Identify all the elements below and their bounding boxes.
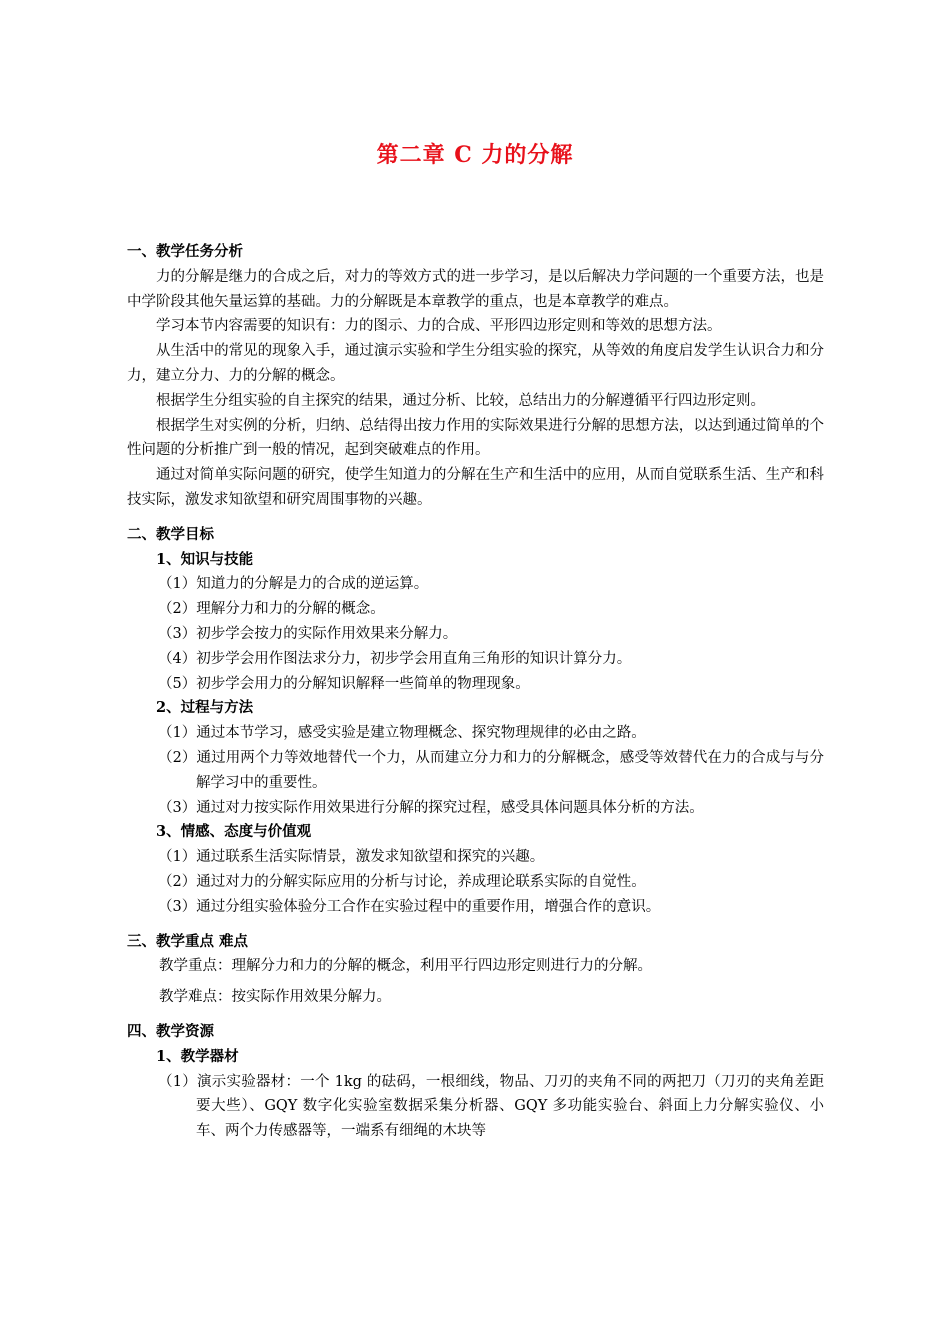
paragraph: 力的分解是继力的合成之后，对力的等效方式的进一步学习，是以后解决力学问题的一个重要方法，也是中学阶段其他矢量运算的基础。力的分解既是本章教学的重点，也是本章教学的难点。 <box>127 268 824 310</box>
list-item: （1）通过联系生活实际情景，激发求知欲望和探究的兴趣。 <box>158 849 545 866</box>
section-heading-resources: 四、教学资源 <box>127 1022 214 1040</box>
list-item: （5）初步学会用力的分解知识解释一些简单的物理现象。 <box>158 675 530 692</box>
paragraph: 根据学生对实例的分析，归纳、总结得出按力作用的实际效果进行分解的思想方法，以达到通过简单的个性问题的分析推广到一般的情况，起到突破难点的作用。 <box>127 417 824 459</box>
document-body <box>127 240 824 1144</box>
paragraph: 学习本节内容需要的知识有：力的图示、力的合成、平形四边形定则和等效的思想方法。 <box>156 318 722 335</box>
list-item: （1）演示实验器材：一个 1kg 的砝码，一根细线，物品、刀刃的夹角不同的两把刀（刀刃的夹角差距要大些）、GQY 数字化实验室数据采集分析器、GQY 多功能实验台、斜面上力分解实验仪、小车、两个力传感器等，一端系有细绳的木块等 <box>158 1073 824 1140</box>
difficulty-text: 教学难点：按实际作用效果分解力。 <box>159 989 391 1006</box>
paragraph: 从生活中的常见的现象入手，通过演示实验和学生分组实验的探究，从等效的角度启发学生认识合力和分力，建立分力、力的分解的概念。 <box>127 343 824 384</box>
subsection-heading: 1、知识与技能 <box>156 550 254 568</box>
page-title: 第二章 C 力的分解 <box>376 142 574 168</box>
list-item: （1）通过本节学习，感受实验是建立物理概念、探究物理规律的必由之路。 <box>158 725 646 742</box>
paragraph: 根据学生分组实验的自主探究的结果，通过分析、比较，总结出力的分解遵循平行四边形定则。 <box>156 392 765 409</box>
list-item: （2）通过对力的分解实际应用的分析与讨论，养成理论联系实际的自觉性。 <box>158 873 646 890</box>
subsection-heading: 2、过程与方法 <box>156 699 254 717</box>
list-item: （1）知道力的分解是力的合成的逆运算。 <box>158 576 429 593</box>
paragraph: 通过对简单实际问题的研究，使学生知道力的分解在生产和生活中的应用，从而自觉联系生活、生产和科技实际，激发求知欲望和研究周围事物的兴趣。 <box>127 467 824 508</box>
list-item: （3）通过对力按实际作用效果进行分解的探究过程，感受具体问题具体分析的方法。 <box>158 799 704 816</box>
list-item: （2）通过用两个力等效地替代一个力，从而建立分力和力的分解概念，感受等效替代在力的合成与与分解学习中的重要性。 <box>158 749 824 791</box>
list-item: （2）理解分力和力的分解的概念。 <box>158 601 385 618</box>
subsection-heading: 1、教学器材 <box>156 1047 239 1065</box>
section-heading-task-analysis: 一、教学任务分析 <box>127 243 243 260</box>
section-heading-objectives: 二、教学目标 <box>127 525 214 543</box>
list-item: （3）初步学会按力的实际作用效果来分解力。 <box>158 625 458 642</box>
key-point-text: 教学重点：理解分力和力的分解的概念，利用平行四边形定则进行力的分解。 <box>159 958 652 975</box>
section-heading-key-points: 三、教学重点 难点 <box>127 932 249 950</box>
subsection-heading: 3、情感、态度与价值观 <box>156 823 312 841</box>
list-item: （3）通过分组实验体验分工合作在实验过程中的重要作用，增强合作的意识。 <box>158 898 661 915</box>
list-item: （4）初步学会用作图法求分力，初步学会用直角三角形的知识计算分力。 <box>158 650 632 667</box>
